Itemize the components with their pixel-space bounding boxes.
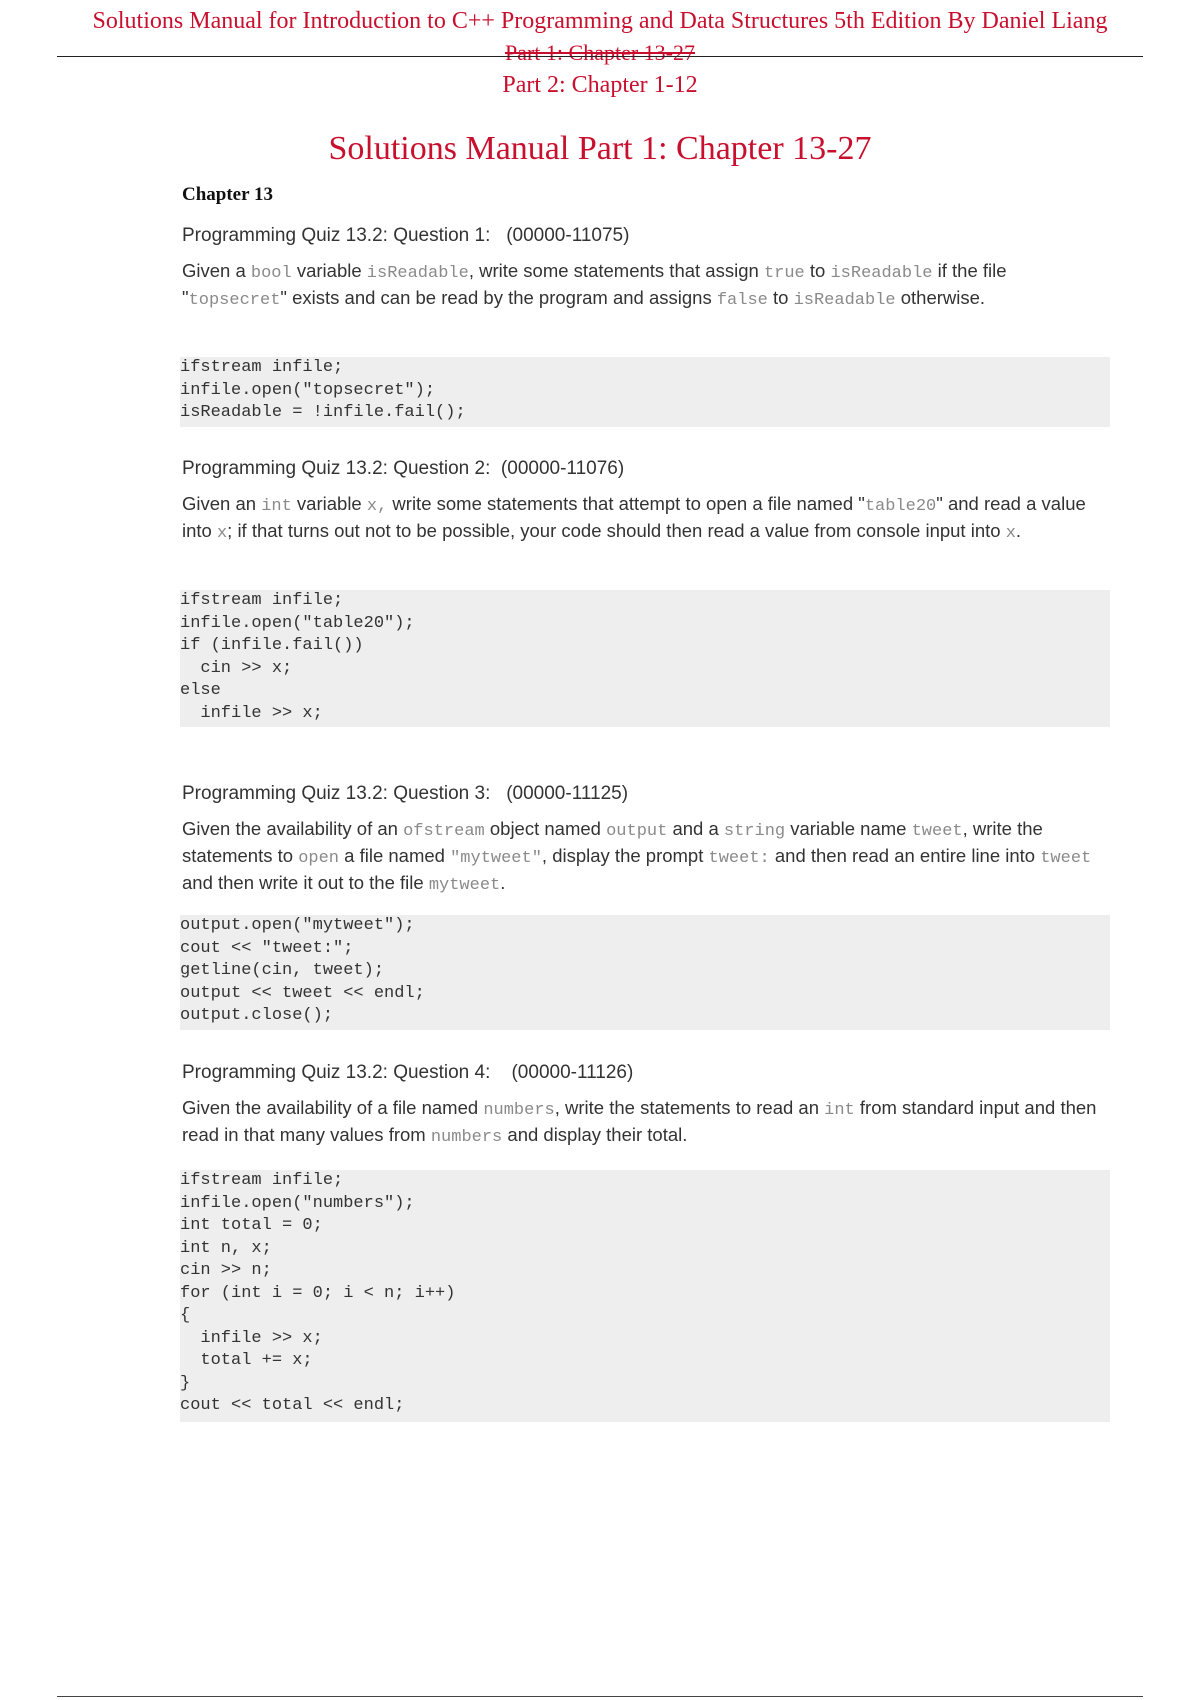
description-text: write some statements that attempt to open a file named " [387,493,865,514]
description-text: and display their total. [502,1124,688,1145]
inline-code: isReadable [793,291,896,310]
inline-code: string [723,822,786,841]
code-line: ifstream infile; [180,358,344,377]
question-4-title: Programming Quiz 13.2: Question 4: (00000-11126) [182,1062,634,1083]
inline-code: ofstream [403,822,485,841]
question-1-code [180,357,1110,427]
question-1-title: Programming Quiz 13.2: Question 1: (00000-11075) [182,225,630,246]
inline-code: isReadable [830,264,933,283]
code-line: ifstream infile; [180,591,344,610]
code-line: output.close(); [180,1006,334,1025]
inline-code: output [606,822,668,841]
description-text: object named [484,818,607,839]
description-text: , write some statements that assign [468,260,764,281]
inline-code: int [261,497,292,516]
inline-code: tweet: [708,849,770,868]
description-text: . [500,872,506,893]
question-4-description [182,1096,1112,1150]
code-line: if (infile.fail()) [180,636,364,655]
code-line: infile.open("topsecret"); [180,380,436,400]
part2-link[interactable]: Part 2: Chapter 1-12 [502,72,698,98]
inline-code: topsecret [188,291,281,310]
description-text: variable [291,493,367,514]
code-line: isReadable = !infile.fail(); [180,403,466,422]
code-line: infile.open("numbers"); [180,1193,415,1213]
question-1-description [182,259,1112,313]
description-text: , display the prompt [541,845,709,866]
inline-code: x [1005,524,1016,543]
inline-code: "mytweet" [450,849,542,868]
code-line: cout << "tweet:"; [180,938,354,958]
inline-code: x, [366,497,388,516]
code-line: ifstream infile; [180,1171,344,1190]
code-line: int n, x; [180,1238,272,1258]
question-2-title: Programming Quiz 13.2: Question 2: (00000-11076) [182,458,625,479]
description-text: otherwise. [895,287,986,308]
chapter-heading: Chapter 13 [182,184,273,205]
document-header-title: Solutions Manual for Introduction to C++ Programming and Data Structures 5th Edition By Daniel Liang [92,8,1108,34]
code-line: else [180,681,221,700]
inline-code: tweet [1040,849,1092,868]
description-text: Given an [182,493,262,514]
code-line: output.open("mytweet"); [180,916,415,935]
code-line: cin >> n; [180,1261,272,1280]
inline-code: tweet [911,822,963,841]
inline-code: true [763,264,805,283]
description-text: variable [291,260,367,281]
description-text: " and read a value into [182,493,1086,541]
question-3-code [180,915,1110,1030]
question-2-code [180,590,1110,727]
code-line: cin >> x; [180,658,293,678]
code-line: for (int i = 0; i < n; i++) [180,1283,456,1303]
inline-code: mytweet [428,876,501,895]
code-line: getline(cin, tweet); [180,961,385,980]
description-text: and a [667,818,724,839]
description-text: . [1015,520,1022,541]
question-2-description [182,492,1112,546]
inline-code: x [216,524,228,543]
description-text: Given the availability of a file named [182,1097,484,1118]
description-text: , write the statements to [182,818,1043,866]
inline-code: open [298,849,340,868]
inline-code: table20 [864,497,937,516]
inline-code: false [716,291,768,310]
code-line: output << tweet << endl; [180,983,425,1003]
description-text: and then read an entire line into [769,845,1041,866]
inline-code: isReadable [366,264,469,283]
code-line: infile >> x; [180,1328,323,1348]
code-line: infile >> x; [180,703,323,723]
code-line: infile.open("table20"); [180,613,415,633]
description-text: ; if that turns out not to be possible, your code should then read a value from console input into [227,520,1006,541]
part1-link[interactable]: Part 1: Chapter 13-27 [504,40,696,65]
description-text: to [804,260,831,281]
description-text: " exists and can be read by the program and assigns [280,287,717,308]
code-line: cout << total << endl; [180,1396,405,1415]
inline-code: numbers [430,1128,503,1147]
question-3-description [182,817,1112,898]
code-line: int total = 0; [180,1216,323,1235]
footer-divider [57,1696,1143,1697]
inline-code: numbers [483,1101,555,1120]
description-text: and then write it out to the file [182,872,429,893]
question-4-code [180,1170,1110,1422]
inline-code: int [824,1101,855,1120]
code-line: } [180,1373,191,1393]
description-text: a file named [339,845,451,866]
description-text: Given a [182,260,251,281]
header-divider [57,56,1143,57]
code-line: total += x; [180,1351,313,1370]
inline-code: bool [250,264,292,283]
description-text: variable name [785,818,912,839]
main-title: Solutions Manual Part 1: Chapter 13-27 [328,130,872,167]
question-3-title: Programming Quiz 13.2: Question 3: (00000-11125) [182,783,629,804]
description-text: to [767,287,794,308]
code-line: { [180,1306,191,1325]
description-text: if the file " [182,260,1007,308]
description-text: Given the availability of an [182,818,404,839]
description-text: from standard input and then read in that many values from [182,1097,1097,1145]
description-text: , write the statements to read an [554,1097,825,1118]
